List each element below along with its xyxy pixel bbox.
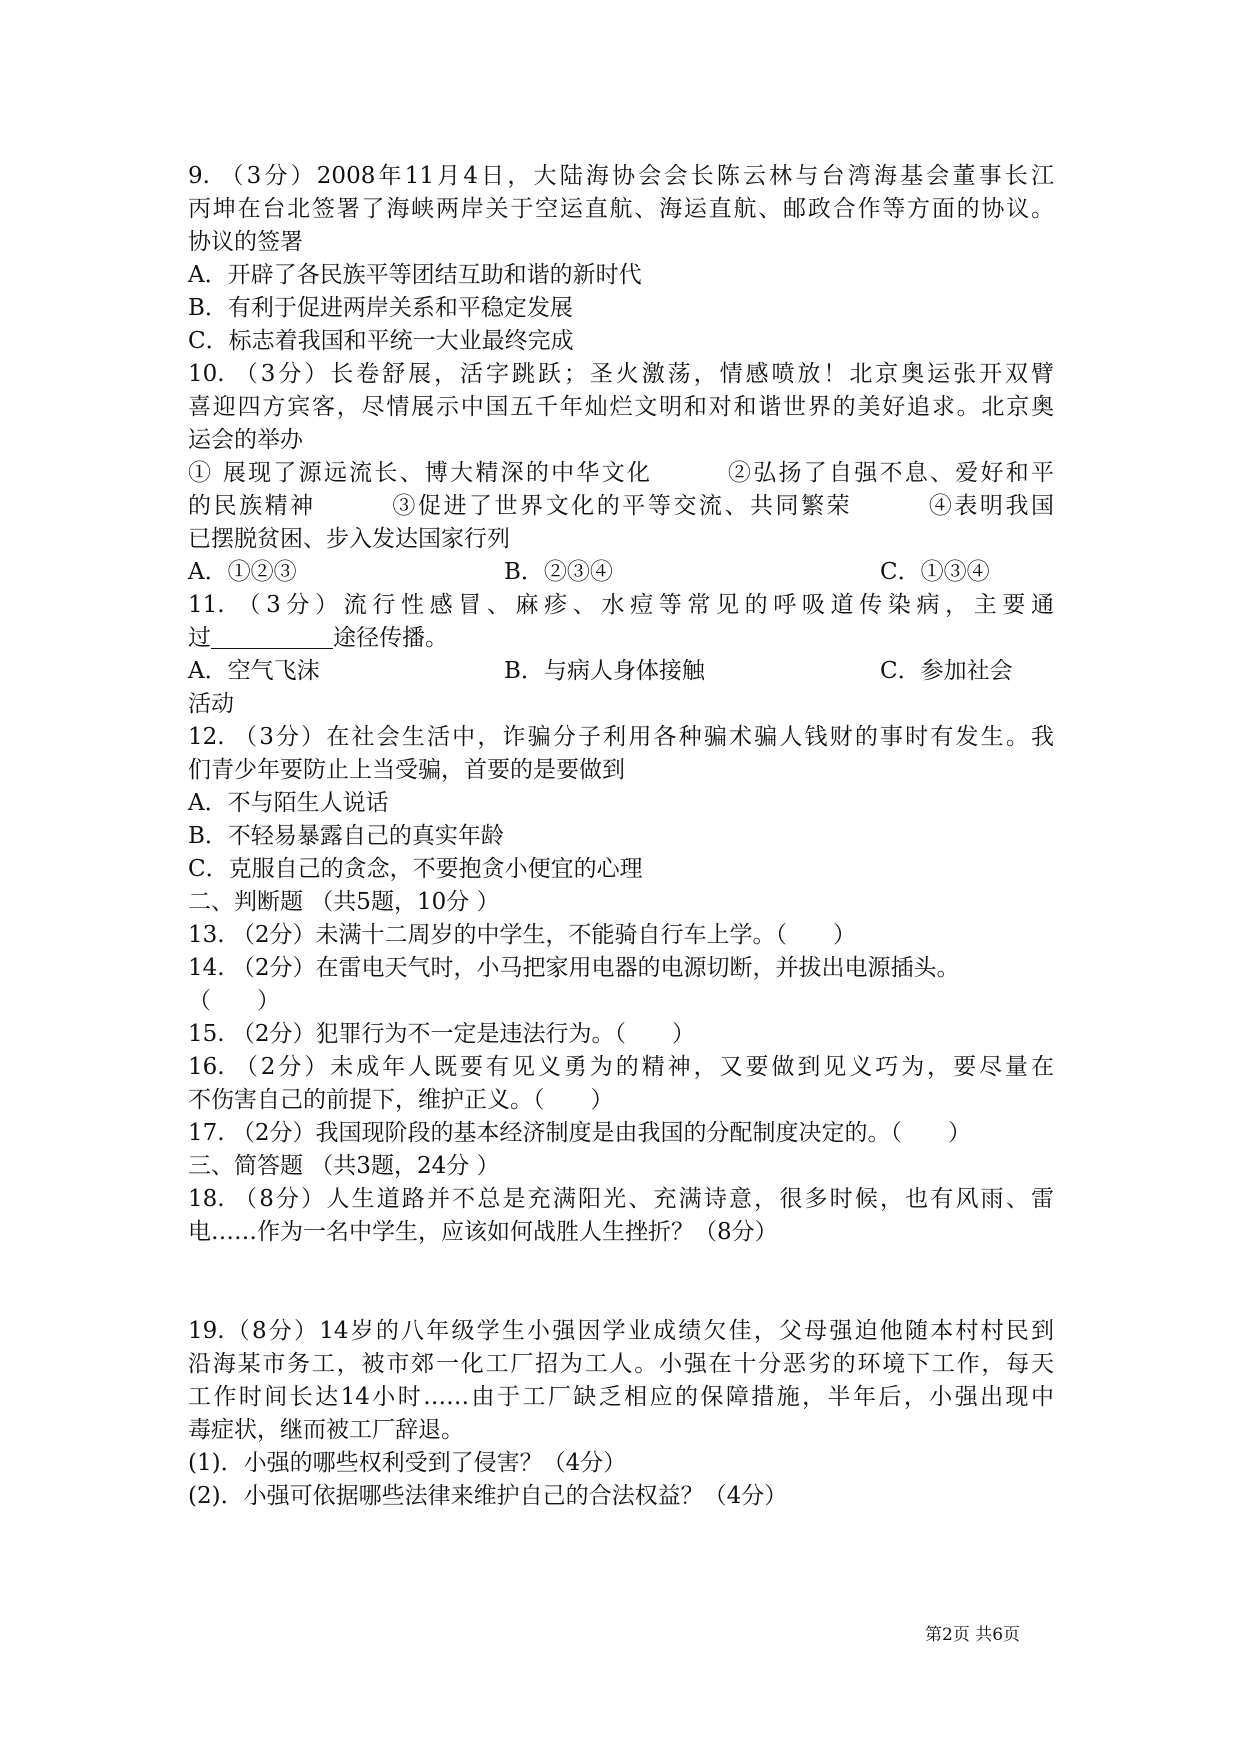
question-text: 9. （3分）2008年11月4日，大陆海协会会长陈云林与台湾海基会董事长江 bbox=[188, 163, 1054, 189]
option-c: C．克服自己的贪念，不要抱贪小便宜的心理 bbox=[188, 856, 643, 882]
text-fragment: 途径传播。 bbox=[333, 625, 448, 651]
option-c: C．①③④ bbox=[880, 559, 990, 585]
option-c: C．参加社会 bbox=[880, 658, 1013, 684]
sub-question-1: (1)．小强的哪些权利受到了侵害？（4分） bbox=[188, 1450, 627, 1476]
question-text: 11. （3分）流行性感冒、麻疹、水痘等常见的呼吸道传染病，主要通 bbox=[188, 592, 1054, 618]
question-text: 18. （8分）人生道路并不总是充满阳光、充满诗意，很多时候，也有风雨、雷 bbox=[188, 1186, 1054, 1212]
question-text: 毒症状，继而被工厂辞退。 bbox=[188, 1417, 464, 1443]
question-text: 电……作为一名中学生，应该如何战胜人生挫折？（8分） bbox=[188, 1219, 778, 1245]
question-text: 丙坤在台北签署了海峡两岸关于空运直航、海运直航、邮政合作等方面的协议。 bbox=[188, 196, 1054, 222]
question-text: 10. （3分）长卷舒展，活字跳跃；圣火激荡，情感喷放！北京奥运张开双臂 bbox=[188, 361, 1054, 387]
question-11 bbox=[188, 589, 1054, 721]
question-17: 17. （2分）我国现阶段的基本经济制度是由我国的分配制度决定的。（ ） bbox=[188, 1120, 972, 1146]
question-text: 14. （2分）在雷电天气时，小马把家用电器的电源切断，并拔出电源插头。 bbox=[188, 955, 960, 981]
question-16 bbox=[188, 1051, 1054, 1117]
statement-list: 已摆脱贫困、步入发达国家行列 bbox=[188, 526, 510, 552]
options-row bbox=[188, 655, 1054, 688]
question-14 bbox=[188, 952, 1054, 1018]
question-text: 工作时间长达14小时……由于工厂缺乏相应的保障措施，半年后，小强出现中 bbox=[188, 1384, 1054, 1410]
question-18 bbox=[188, 1183, 1054, 1249]
page-number: 第2页 共6页 bbox=[925, 1625, 1021, 1645]
question-12 bbox=[188, 721, 1054, 886]
question-text: 喜迎四方宾客，尽情展示中国五千年灿烂文明和对和谐世界的美好追求。北京奥 bbox=[188, 394, 1054, 420]
sub-question-2: (2)．小强可依据哪些法律来维护自己的合法权益？（4分） bbox=[188, 1483, 788, 1509]
question-text: 不伤害自己的前提下，维护正义。（ ） bbox=[188, 1087, 614, 1113]
answer-parentheses: （ ） bbox=[188, 988, 280, 1014]
section-heading-judgment: 二、判断题 （共5题，10分 ） bbox=[188, 889, 500, 915]
option-a: A．空气飞沫 bbox=[188, 658, 320, 684]
question-text: 19.（8分）14岁的八年级学生小强因学业成绩欠佳，父母强迫他随本村村民到 bbox=[188, 1318, 1054, 1344]
statement-list: 的民族精神 ③促进了世界文化的平等交流、共同繁荣 ④表明我国 bbox=[188, 493, 1054, 519]
options-row bbox=[188, 556, 1054, 589]
question-10 bbox=[188, 358, 1054, 589]
option-a: A．①②③ bbox=[188, 559, 297, 585]
answer-blank bbox=[211, 626, 333, 649]
option-c-continued: 活动 bbox=[188, 691, 234, 717]
question-9 bbox=[188, 160, 1054, 358]
question-text bbox=[188, 622, 1054, 655]
question-text: 12. （3分）在社会生活中，诈骗分子利用各种骗术骗人钱财的事时有发生。我 bbox=[188, 724, 1054, 750]
question-13: 13. （2分）未满十二周岁的中学生，不能骑自行车上学。（ ） bbox=[188, 922, 857, 948]
question-text: 们青少年要防止上当受骗，首要的是要做到 bbox=[188, 757, 625, 783]
exam-page-content bbox=[188, 160, 1054, 1513]
question-text: 16. （2分）未成年人既要有见义勇为的精神，又要做到见义巧为，要尽量在 bbox=[188, 1054, 1054, 1080]
question-text: 沿海某市务工，被市郊一化工厂招为工人。小强在十分恶劣的环境下工作，每天 bbox=[188, 1351, 1054, 1377]
answer-space bbox=[188, 1249, 1054, 1315]
option-c: C．标志着我国和平统一大业最终完成 bbox=[188, 328, 574, 354]
option-a: A．不与陌生人说话 bbox=[188, 790, 389, 816]
option-b: B．不轻易暴露自己的真实年龄 bbox=[188, 823, 504, 849]
option-b: B．与病人身体接触 bbox=[504, 658, 705, 684]
option-b: B．②③④ bbox=[504, 559, 613, 585]
section-heading-short-answer: 三、简答题 （共3题，24分 ） bbox=[188, 1153, 500, 1179]
text-fragment: 过 bbox=[188, 625, 211, 651]
question-19 bbox=[188, 1315, 1054, 1513]
statement-list: ① 展现了源远流长、博大精深的中华文化 ②弘扬了自强不息、爱好和平 bbox=[188, 460, 1054, 486]
option-b: B．有利于促进两岸关系和平稳定发展 bbox=[188, 295, 573, 321]
option-a: A．开辟了各民族平等团结互助和谐的新时代 bbox=[188, 262, 642, 288]
question-text: 运会的举办 bbox=[188, 427, 303, 453]
question-15: 15. （2分）犯罪行为不一定是违法行为。（ ） bbox=[188, 1021, 696, 1047]
question-text: 协议的签署 bbox=[188, 229, 303, 255]
